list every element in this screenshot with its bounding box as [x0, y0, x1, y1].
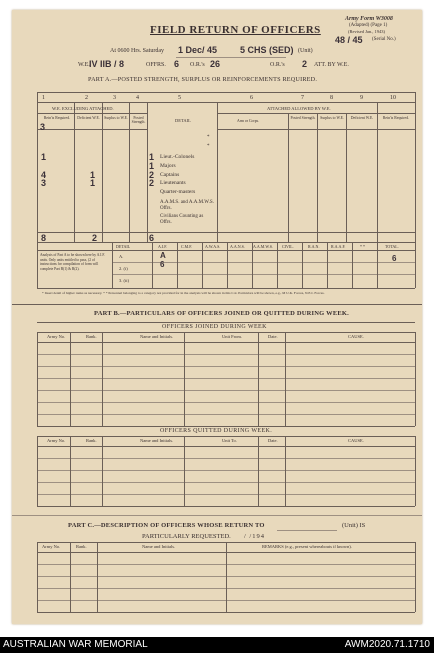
quitted-col-army-no: Army No. — [47, 438, 66, 443]
detail-header: DETAIL — [175, 118, 191, 123]
handwritten-total: 2 — [92, 233, 98, 243]
we-label: W.E. — [78, 62, 90, 68]
rein-header: Rein'ts Required. — [43, 116, 71, 120]
unit-value: 5 CHS (SED) — [240, 45, 294, 55]
handwritten-total: 6 — [149, 233, 155, 243]
col-number: 4 — [136, 95, 139, 101]
col-number: 1 — [42, 95, 45, 101]
analysis-note: Analysis of Part A to be shown here by A.I.F. units. Only units entitled to pass, (2 of instructions for compilation of form will complete Part B(1) & B(2). — [40, 253, 105, 271]
analysis-row-label: 3. (ii) — [119, 278, 129, 283]
quitted-col-date: Date. — [268, 438, 278, 443]
time-day-label: At 0600 Hrs. Saturday — [110, 48, 164, 54]
rank-label: Quarter-masters — [160, 189, 196, 195]
part-c-requested: PARTICULARLY REQUESTED. — [142, 533, 231, 540]
ors2-value: 2 — [302, 59, 308, 69]
handwritten-posted-value: 2 — [149, 178, 155, 188]
part-c-date: / /194 — [244, 533, 265, 540]
we-excluding-header: W.E. EXCLUDING ATTACHED. — [52, 106, 114, 111]
col-number: 8 — [330, 95, 333, 101]
deficient-header: Deficient W.E. — [77, 116, 100, 120]
col-number: 6 — [250, 95, 253, 101]
handwritten-posted-value: 1 — [149, 161, 155, 171]
revised-note: (Revised Jan., 1943) — [348, 29, 385, 34]
analysis-header: TOTAL. — [385, 244, 399, 249]
attached-rein-header: Rein'ts Required. — [382, 116, 410, 120]
part-c-col-army-no: Army No. — [42, 544, 61, 549]
ors-value: 26 — [210, 59, 221, 69]
col-number: 9 — [360, 95, 363, 101]
rank-label: Civilians Counting as Offrs. — [160, 214, 204, 225]
handwritten-rein-value: 3 — [41, 178, 47, 188]
joined-col-rank: Rank. — [86, 334, 97, 339]
date-value: 1 Dec/ 45 — [178, 45, 218, 55]
serial-number-label: (Serial No.) — [372, 37, 396, 42]
adapted-note: (Adapted) (Page 1) — [349, 23, 388, 28]
handwritten-posted-value: 2 — [149, 170, 155, 180]
quitted-col-name: Name and Initials. — [140, 438, 174, 443]
analysis-row-label: 2. (i) — [119, 266, 128, 271]
rank-label: Captains — [160, 172, 180, 178]
rank-label: Lieut.-Colonels — [160, 154, 195, 160]
asterisk-marker: * — [207, 135, 210, 140]
analysis-row-label: A. — [119, 254, 124, 259]
analysis-header: A.A.M.W.S. — [253, 244, 273, 249]
unit-label: (Unit) — [298, 48, 313, 54]
quitted-col-rank: Rank. — [86, 438, 97, 443]
attached-deficient-header: Deficient W.E. — [350, 116, 374, 120]
offrs-label: OFFRS. — [146, 62, 166, 68]
handwritten-rein-top: 3 — [40, 122, 46, 132]
col-number: 2 — [85, 95, 88, 101]
form-sheet — [12, 10, 422, 624]
attached-posted-header: Posted Strength. — [290, 116, 316, 120]
part-c-unit-is: (Unit) IS — [342, 522, 366, 529]
col-number: 5 — [178, 95, 181, 101]
army-form-number: Army Form W3008 — [345, 16, 393, 22]
rank-label: Lieutenants — [160, 180, 186, 186]
joined-col-cause: CAUSE. — [348, 334, 364, 339]
caption-accession-number: AWM2020.71.1710 — [344, 639, 430, 650]
analysis-header: C.M.F. — [181, 244, 193, 249]
joined-col-army-no: Army No. — [47, 334, 66, 339]
joined-col-date: Date. — [268, 334, 278, 339]
quitted-col-unit-to: Unit To. — [222, 438, 237, 443]
form-title: FIELD RETURN OF OFFICERS — [150, 24, 321, 36]
part-c-col-rank: Rank. — [76, 544, 87, 549]
handwritten-total: 8 — [41, 233, 47, 243]
att-by-we-label: ATT. BY W.E. — [314, 62, 349, 68]
handwritten-deficient-value: 1 — [90, 170, 96, 180]
analysis-header: A.A.N.S. — [230, 244, 245, 249]
analysis-header: * * — [360, 244, 365, 249]
quitted-col-cause: CAUSE. — [348, 438, 364, 443]
caption-institution: AUSTRALIAN WAR MEMORIAL — [3, 639, 148, 650]
we-value: IV IIB / 8 — [89, 59, 125, 69]
ors2-label: O.R.'s — [270, 62, 285, 68]
posted-header: Posted Strength. — [131, 116, 146, 124]
quitted-title: OFFICERS QUITTED DURING WEEK. — [160, 428, 273, 434]
ors-label: O.R.'s — [190, 62, 205, 68]
offrs-value: 6 — [174, 59, 180, 69]
handwritten-aif-value: A — [160, 251, 166, 260]
col-number: 7 — [301, 95, 304, 101]
analysis-header: A.I.F. — [158, 244, 168, 249]
joined-title: OFFICERS JOINED DURING WEEK — [162, 324, 267, 330]
surplus-header: Surplus to W.E. — [104, 116, 128, 120]
joined-col-unit-from: Unit From. — [222, 334, 243, 339]
part-a-footnote: * Insert detail of higher ranks as necessary. * * Personnel belonging to a category not provided for in the analysis will be shown in this Col. Particulars will be shown, e.g., M U.K. Forces, N.E.I. Forces. — [42, 291, 325, 295]
caption-bar — [0, 637, 434, 653]
handwritten-rein-value: 1 — [41, 152, 47, 162]
analysis-header: R.A.A.F. — [331, 244, 346, 249]
joined-col-name: Name and Initials. — [140, 334, 174, 339]
analysis-header: CIVIL. — [282, 244, 294, 249]
arm-corps-header: Arm or Corps. — [237, 119, 260, 123]
part-c-col-name: Name and Initials. — [142, 544, 176, 549]
attached-surplus-header: Surplus to W.E. — [320, 116, 344, 120]
rank-label: Majors — [160, 163, 176, 169]
analysis-header: DETAIL — [116, 244, 131, 249]
handwritten-aif-value: 6 — [160, 260, 165, 269]
handwritten-posted-value: 1 — [149, 152, 155, 162]
asterisk-marker: * — [207, 144, 210, 149]
attached-header: ATTACHED ALLOWED BY W.E. — [267, 106, 331, 111]
col-number: 10 — [390, 95, 396, 101]
part-a-title: PART A.—POSTED STRENGTH, SURPLUS OR REINFORCEMENTS REQUIRED. — [88, 76, 318, 83]
handwritten-deficient-value: 1 — [90, 178, 96, 188]
analysis-header: R.A.N. — [308, 244, 320, 249]
col-number: 3 — [113, 95, 116, 101]
handwritten-total-value: 6 — [392, 254, 397, 263]
part-c-title: PART C.—DESCRIPTION OF OFFICERS WHOSE RETURN TO — [68, 522, 265, 529]
rank-label: A.A.M.S. and A.A.M.W.S. Offrs. — [160, 200, 214, 211]
analysis-header: A.W.A.S. — [205, 244, 221, 249]
handwritten-rein-value: 4 — [41, 170, 47, 180]
part-c-col-remarks: REMARKS (e.g., present whereabouts if known). — [262, 544, 352, 549]
serial-number-value: 48 / 45 — [335, 35, 363, 45]
part-b-title: PART B.—PARTICULARS OF OFFICERS JOINED OR QUITTED DURING WEEK. — [94, 310, 350, 317]
